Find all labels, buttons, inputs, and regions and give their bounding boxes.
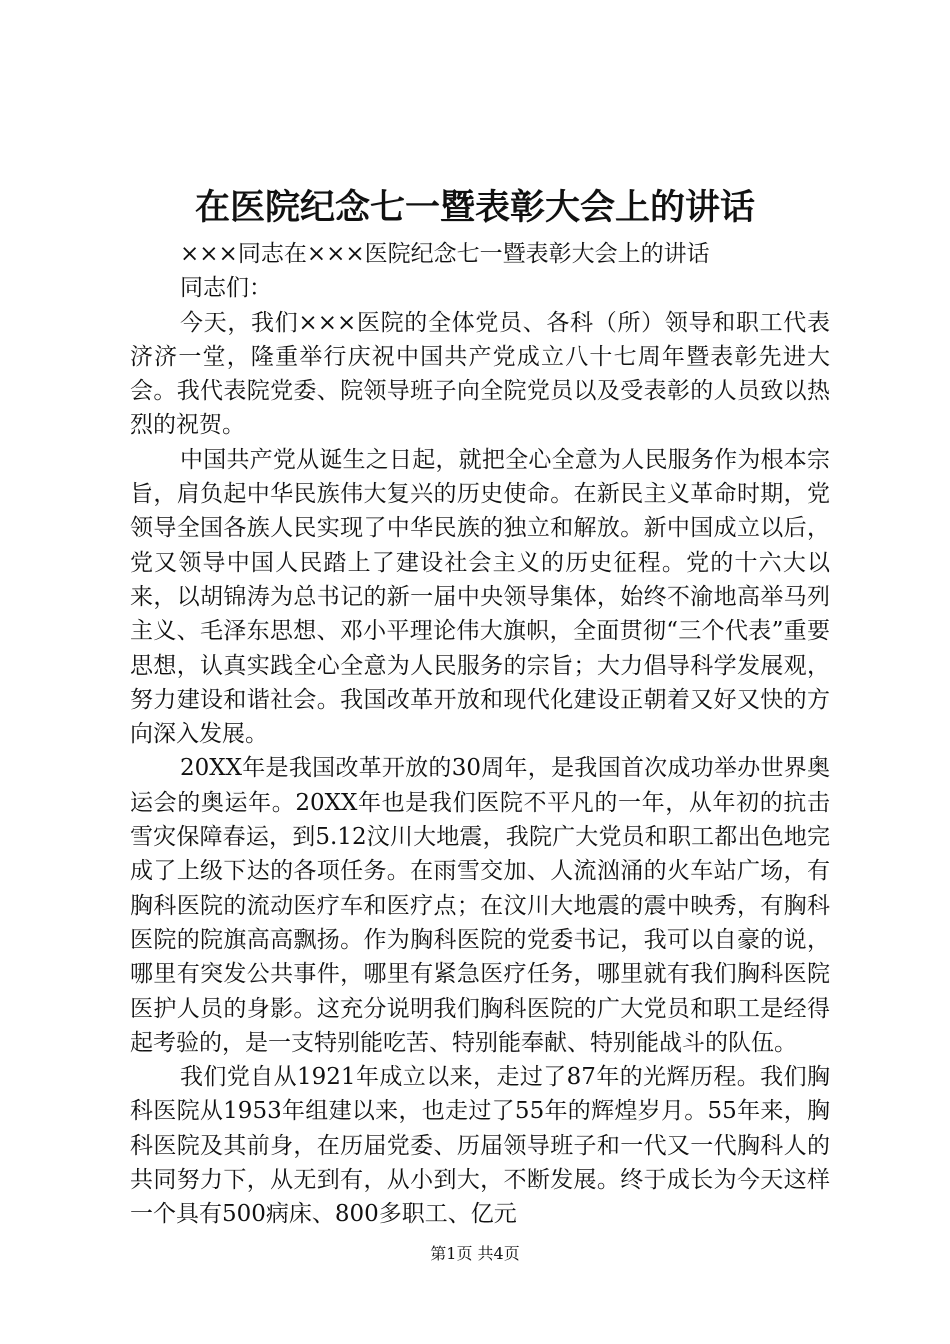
document-subtitle: ×××同志在×××医院纪念七一暨表彰大会上的讲话	[180, 241, 710, 267]
paragraph-3: 20XX年是我国改革开放的30周年，是我国首次成功举办世界奥运会的奥运年。20XX年也是我们医院不平凡的一年，从年初的抗击雪灾保障春运，到5.12汶川大地震，我院广大党员和职工都出色地完成了上级下达的各项任务。在雨雪交加、人流汹涌的火车站广场，有胸科医院的流动医疗车和医疗点；在汶川大地震的震中映秀，有胸科医院的院旗高高飘扬。作为胸科医院的党委书记，我可以自豪的说，哪里有突发公共事件，哪里有紧急医疗任务，哪里就有我们胸科医院医护人员的身影。这充分说明我们胸科医院的广大党员和职工是经得起考验的，是一支特别能吃苦、特别能奉献、特别能战斗的队伍。	[130, 755, 830, 1056]
paragraph-4: 我们党自从1921年成立以来，走过了87年的光辉历程。我们胸科医院从1953年组建以来，也走过了55年的辉煌岁月。55年来，胸科医院及其前身，在历届党委、历届领导班子和一代又一代胸科人的共同努力下，从无到有，从小到大，不断发展。终于成长为今天这样一个具有500病床、800多职工、亿元	[130, 1064, 830, 1228]
paragraph-2: 中国共产党从诞生之日起，就把全心全意为人民服务作为根本宗旨，肩负起中华民族伟大复兴的历史使命。在新民主义革命时期，党领导全国各族人民实现了中华民族的独立和解放。新中国成立以后，党又领导中国人民踏上了建设社会主义的历史征程。党的十六大以来，以胡锦涛为总书记的新一届中央领导集体，始终不渝地高举马列主义、毛泽东思想、邓小平理论伟大旗帜，全面贯彻“三个代表”重要思想，认真实践全心全意为人民服务的宗旨；大力倡导科学发展观，努力建设和谐社会。我国改革开放和现代化建设正朝着又好又快的方向深入发展。	[130, 446, 830, 748]
page-title: 在医院纪念七一暨表彰大会上的讲话	[194, 187, 755, 228]
paragraph-1: 今天，我们×××医院的全体党员、各科（所）领导和职工代表济济一堂，隆重举行庆祝中国共产党成立八十七周年暨表彰先进大会。我代表院党委、院领导班子向全院党员以及受表彰的人员致以热烈的祝贺。	[130, 309, 830, 439]
page-number-footer: 第1页 共4页	[430, 1244, 520, 1263]
document-body	[130, 237, 830, 1232]
salutation: 同志们：	[180, 275, 272, 302]
